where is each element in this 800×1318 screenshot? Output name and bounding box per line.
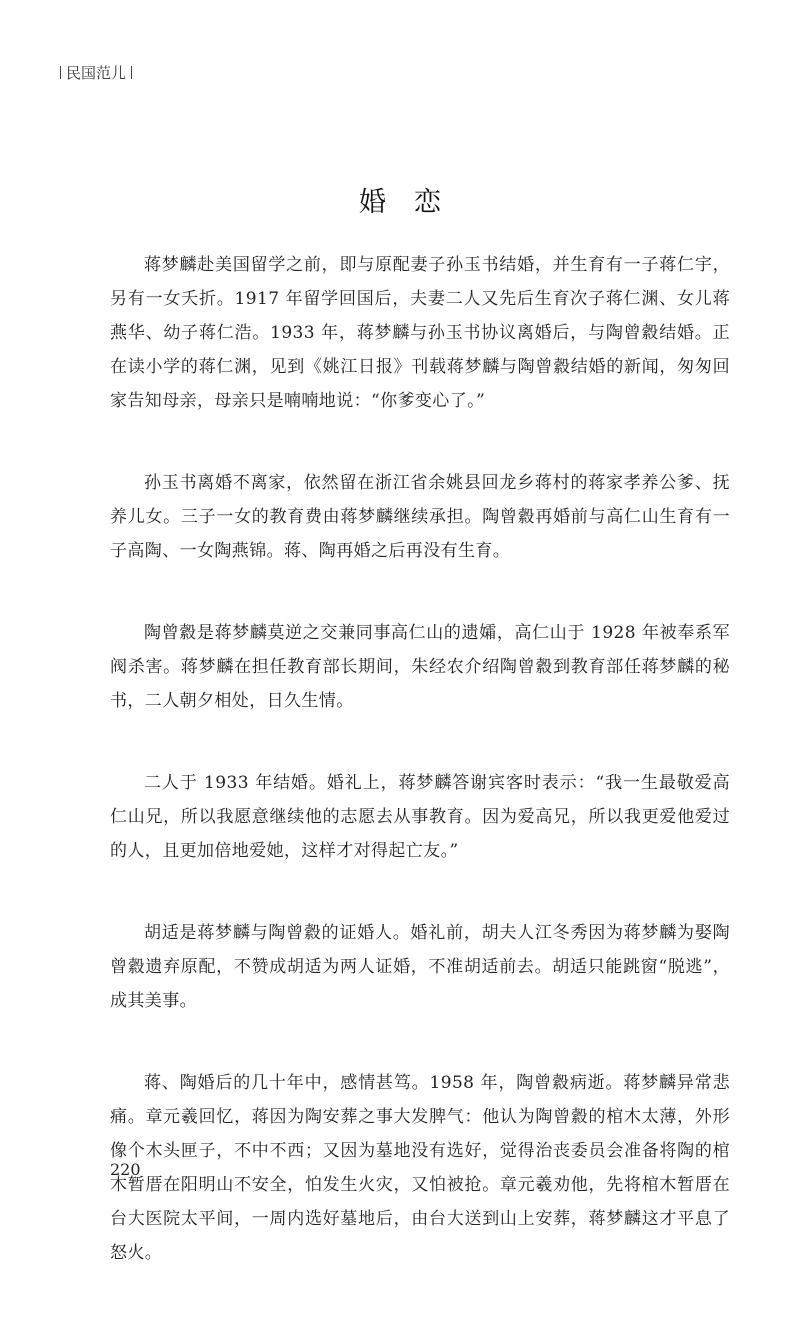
paragraph-6: 蒋、陶婚后的几十年中，感情甚笃。1958 年，陶曾縠病逝。蒋梦麟异常悲痛。章元羲回忆，蒋因为陶安葬之事大发脾气：他认为陶曾縠的棺木太薄，外形像个木头匣子，不中不西；又因为墓地没有选好，觉得治丧委员会准备将陶的棺木暂厝在阳明山不安全，怕发生火灾，又怕被抢。章元羲劝他，先将棺木暂厝在台大医院太平间，一周内选好墓地后，由台大送到山上安葬，蒋梦麟这才平息了怒火。 [110, 1073, 730, 1263]
running-title: 民国范儿 [66, 64, 127, 82]
paragraph-4: 二人于 1933 年结婚。婚礼上，蒋梦麟答谢宾客时表示：“我一生最敬爱高仁山兄，所以我愿意继续他的志愿去从事教育。因为爱高兄，所以我更爱他爱过的人，且更加倍地爱她，这样才对得起亡友。” [110, 773, 730, 861]
paragraph-2: 孙玉书离婚不离家，依然留在浙江省余姚县回龙乡蒋村的蒋家孝养公爹、抚养儿女。三子一女的教育费由蒋梦麟继续承担。陶曾縠再婚前与高仁山生育有一子高陶、一女陶燕锦。蒋、陶再婚之后再没有生育。 [110, 473, 730, 561]
paragraph-3: 陶曾縠是蒋梦麟莫逆之交兼同事高仁山的遗孀，高仁山于 1928 年被奉系军阀杀害。蒋梦麟在担任教育部长期间，朱经农介绍陶曾縠到教育部任蒋梦麟的秘书，二人朝夕相处，日久生情。 [110, 623, 730, 711]
page-number: 220 [110, 1160, 141, 1179]
running-header [60, 62, 132, 83]
paragraph-5: 胡适是蒋梦麟与陶曾縠的证婚人。婚礼前，胡夫人江冬秀因为蒋梦麟为娶陶曾縠遗弃原配，不赞成胡适为两人证婚，不准胡适前去。胡适只能跳窗“脱逃”，成其美事。 [110, 923, 730, 1011]
paragraph-1: 蒋梦麟赴美国留学之前，即与原配妻子孙玉书结婚，并生育有一子蒋仁宇，另有一女夭折。1917 年留学回国后，夫妻二人又先后生育次子蒋仁渊、女儿蒋燕华、幼子蒋仁浩。1933 年，蒋梦麟与孙玉书协议离婚后，与陶曾縠结婚。正在读小学的蒋仁渊，见到《姚江日报》刊载蒋梦麟与陶曾縠结婚的新闻，匆匆回家告知母亲，母亲只是喃喃地说：“你爹变心了。” [110, 255, 730, 411]
body-text [110, 248, 730, 1318]
header-left-rule [60, 66, 61, 79]
chapter-title: 婚恋 [359, 187, 469, 218]
header-right-rule [131, 66, 132, 79]
